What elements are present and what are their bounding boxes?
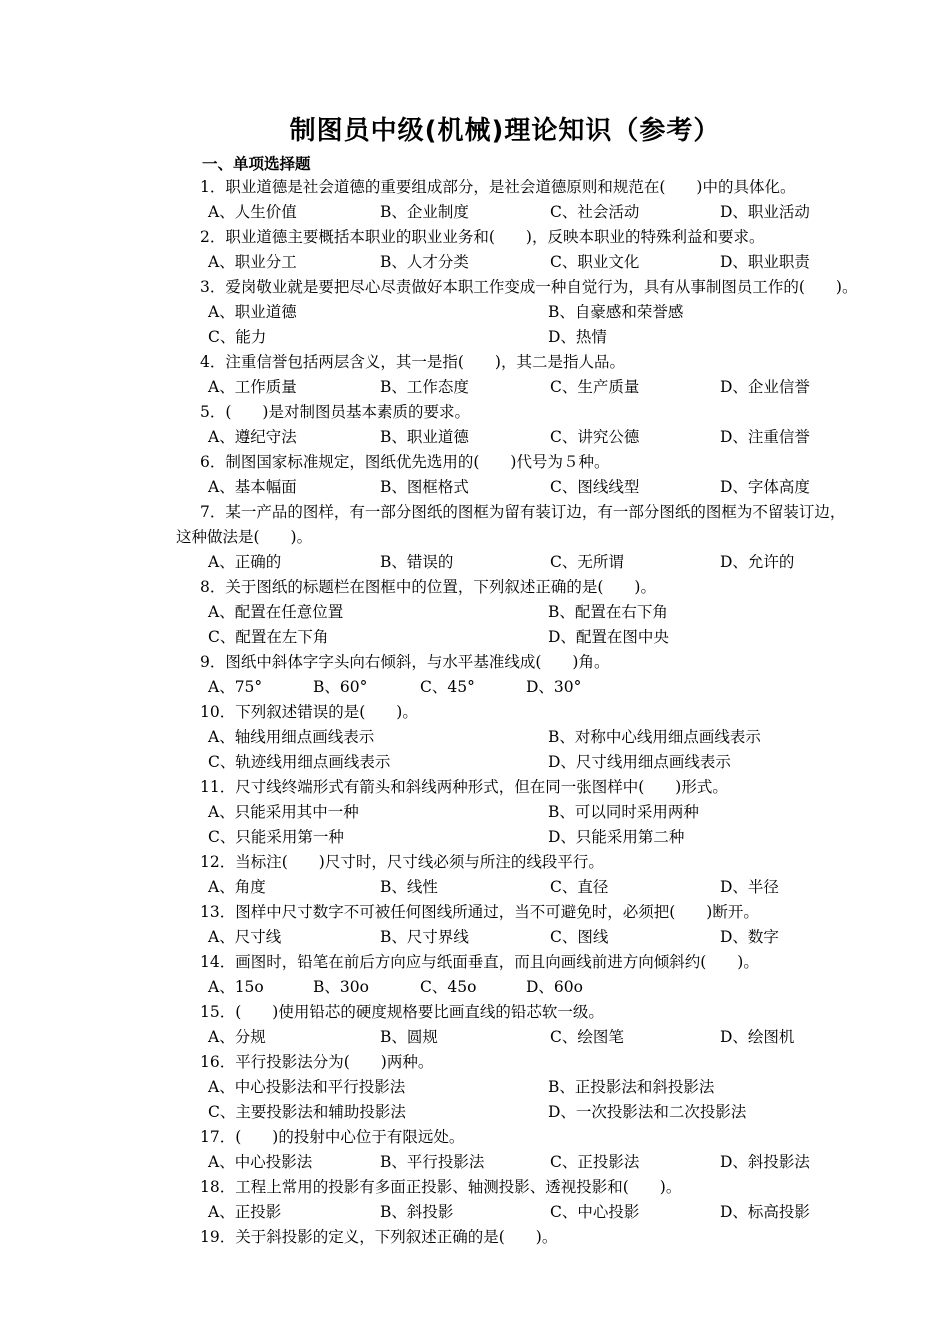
answer-option: C、直径	[550, 878, 609, 896]
answer-option: C、图线线型	[550, 478, 640, 496]
options-row	[0, 925, 950, 950]
answer-option: B、配置在右下角	[548, 603, 668, 621]
answer-option: C、能力	[208, 328, 267, 346]
options-row	[0, 200, 950, 225]
question-list	[0, 175, 950, 1250]
options-row	[0, 1075, 950, 1100]
answer-option: A、配置在任意位置	[208, 603, 344, 621]
question-text: 18．工程上常用的投影有多面正投影、轴测投影、透视投影和( )。	[200, 1178, 682, 1196]
answer-option: B、职业道德	[380, 428, 469, 446]
answer-option: D、尺寸线用细点画线表示	[548, 753, 731, 771]
question-text: 这种做法是( )。	[176, 528, 313, 546]
answer-option: C、图线	[550, 928, 609, 946]
answer-option: B、错误的	[380, 553, 454, 571]
answer-option: C、社会活动	[550, 203, 640, 221]
answer-option: B、工作态度	[380, 378, 469, 396]
answer-option: C、配置在左下角	[208, 628, 329, 646]
answer-option: D、数字	[720, 928, 779, 946]
options-row	[0, 725, 950, 750]
answer-option: D、30°	[526, 678, 582, 696]
question-text: 17．( )的投射中心位于有限远处。	[200, 1128, 465, 1146]
answer-option: A、角度	[208, 878, 266, 896]
answer-option: C、中心投影	[550, 1203, 640, 1221]
options-row	[0, 600, 950, 625]
answer-option: D、字体高度	[720, 478, 810, 496]
answer-option: A、分规	[208, 1028, 266, 1046]
answer-option: C、讲究公德	[550, 428, 640, 446]
answer-option: D、绘图机	[720, 1028, 795, 1046]
answer-option: B、线性	[380, 878, 438, 896]
answer-option: C、正投影法	[550, 1153, 640, 1171]
question-text: 15．( )使用铅芯的硬度规格要比画直线的铅芯软一级。	[200, 1003, 604, 1021]
question-text: 11．尺寸线终端形式有箭头和斜线两种形式，但在同一张图样中( )形式。	[200, 778, 728, 796]
answer-option: A、正确的	[208, 553, 282, 571]
answer-option: C、只能采用第一种	[208, 828, 344, 846]
answer-option: B、自豪感和荣誉感	[548, 303, 684, 321]
question-text: 2．职业道德主要概括本职业的职业业务和( )，反映本职业的特殊利益和要求。	[200, 228, 765, 246]
question-text: 4．注重信誉包括两层含义，其一是指( )，其二是指人品。	[200, 353, 625, 371]
answer-option: A、基本幅面	[208, 478, 297, 496]
question-text: 1．职业道德是社会道德的重要组成部分，是社会道德原则和规范在( )中的具体化。	[200, 178, 796, 196]
answer-option: B、60°	[313, 678, 368, 696]
answer-option: B、尺寸界线	[380, 928, 469, 946]
options-row	[0, 1150, 950, 1175]
options-row	[0, 800, 950, 825]
answer-option: C、45°	[420, 678, 475, 696]
options-row	[0, 750, 950, 775]
answer-option: B、30o	[313, 978, 369, 996]
answer-option: D、只能采用第二种	[548, 828, 685, 846]
options-row	[0, 625, 950, 650]
options-row	[0, 250, 950, 275]
answer-option: D、职业活动	[720, 203, 810, 221]
question-text: 10．下列叙述错误的是( )。	[200, 703, 418, 721]
answer-option: C、无所谓	[550, 553, 624, 571]
answer-option: B、圆规	[380, 1028, 438, 1046]
answer-option: D、标高投影	[720, 1203, 810, 1221]
answer-option: B、斜投影	[380, 1203, 454, 1221]
answer-option: A、职业道德	[208, 303, 297, 321]
options-row	[0, 1200, 950, 1225]
answer-option: A、15o	[208, 978, 264, 996]
answer-option: A、只能采用其中一种	[208, 803, 359, 821]
answer-option: C、生产质量	[550, 378, 640, 396]
question-text: 5．( )是对制图员基本素质的要求。	[200, 403, 470, 421]
answer-option: D、职业职责	[720, 253, 810, 271]
question-text: 6．制图国家标准规定，图纸优先选用的( )代号为５种。	[200, 453, 610, 471]
options-row	[0, 1025, 950, 1050]
answer-option: A、遵纪守法	[208, 428, 297, 446]
answer-option: A、工作质量	[208, 378, 297, 396]
answer-option: D、半径	[720, 878, 779, 896]
answer-option: A、中心投影法和平行投影法	[208, 1078, 406, 1096]
answer-option: B、图框格式	[380, 478, 469, 496]
answer-option: D、配置在图中央	[548, 628, 669, 646]
answer-option: D、热情	[548, 328, 607, 346]
answer-option: B、人才分类	[380, 253, 469, 271]
options-row	[0, 475, 950, 500]
answer-option: A、职业分工	[208, 253, 297, 271]
answer-option: A、尺寸线	[208, 928, 282, 946]
answer-option: B、正投影法和斜投影法	[548, 1078, 715, 1096]
section-heading: 一、单项选择题	[202, 155, 311, 173]
answer-option: D、允许的	[720, 553, 795, 571]
answer-option: A、中心投影法	[208, 1153, 313, 1171]
options-row	[0, 300, 950, 325]
answer-option: A、75°	[208, 678, 263, 696]
answer-option: C、主要投影法和辅助投影法	[208, 1103, 406, 1121]
question-text: 13．图样中尺寸数字不可被任何图线所通过，当不可避免时，必须把( )断开。	[200, 903, 759, 921]
answer-option: C、轨迹线用细点画线表示	[208, 753, 391, 771]
question-text: 8．关于图纸的标题栏在图框中的位置，下列叙述正确的是( )。	[200, 578, 656, 596]
question-text: 3．爱岗敬业就是要把尽心尽责做好本职工作变成一种自觉行为，具有从事制图员工作的( )。	[200, 278, 858, 296]
options-row	[0, 375, 950, 400]
options-row	[0, 1100, 950, 1125]
answer-option: D、60o	[526, 978, 583, 996]
answer-option: C、45o	[420, 978, 477, 996]
question-text: 9．图纸中斜体字字头向右倾斜，与水平基准线成( )角。	[200, 653, 610, 671]
question-text: 16．平行投影法分为( )两种。	[200, 1053, 434, 1071]
options-row	[0, 325, 950, 350]
answer-option: B、企业制度	[380, 203, 469, 221]
answer-option: A、正投影	[208, 1203, 282, 1221]
question-text: 7．某一产品的图样，有一部分图纸的图框为留有装订边，有一部分图纸的图框为不留装订边，	[200, 503, 846, 521]
question-text: 12．当标注( )尺寸时，尺寸线必须与所注的线段平行。	[200, 853, 604, 871]
options-row	[0, 675, 950, 700]
answer-option: C、职业文化	[550, 253, 640, 271]
answer-option: A、轴线用细点画线表示	[208, 728, 375, 746]
answer-option: D、斜投影法	[720, 1153, 810, 1171]
options-row	[0, 550, 950, 575]
answer-option: B、平行投影法	[380, 1153, 485, 1171]
answer-option: D、一次投影法和二次投影法	[548, 1103, 747, 1121]
options-row	[0, 975, 950, 1000]
answer-option: B、对称中心线用细点画线表示	[548, 728, 761, 746]
question-text: 19．关于斜投影的定义，下列叙述正确的是( )。	[200, 1228, 558, 1246]
answer-option: C、绘图笔	[550, 1028, 624, 1046]
answer-option: D、注重信誉	[720, 428, 810, 446]
answer-option: D、企业信誉	[720, 378, 810, 396]
answer-option: B、可以同时采用两种	[548, 803, 699, 821]
options-row	[0, 875, 950, 900]
question-text: 14．画图时，铅笔在前后方向应与纸面垂直，而且向画线前进方向倾斜约( )。	[200, 953, 759, 971]
options-row	[0, 425, 950, 450]
answer-option: A、人生价值	[208, 203, 297, 221]
options-row	[0, 825, 950, 850]
document-title: 制图员中级(机械)理论知识（参考）	[289, 116, 721, 146]
